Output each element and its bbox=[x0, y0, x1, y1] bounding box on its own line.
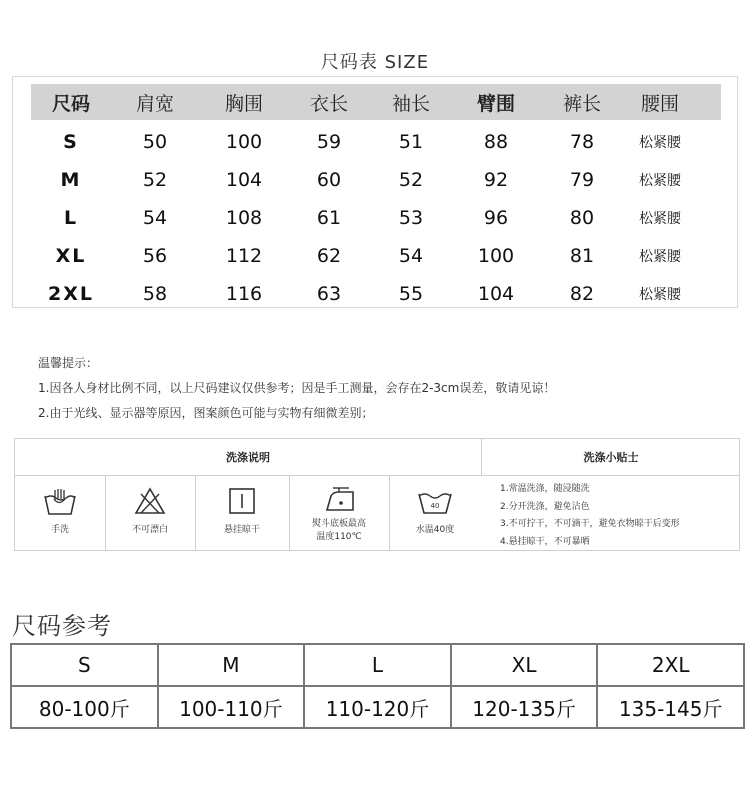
size-chart-header-row bbox=[31, 84, 721, 120]
no-bleach-icon bbox=[133, 486, 167, 516]
pants-length-cell: 78 bbox=[569, 131, 595, 153]
header-chest: 胸围 bbox=[224, 92, 263, 115]
wash-item-hang-dry bbox=[195, 476, 290, 550]
wash-temp-badge: 40 bbox=[430, 502, 440, 510]
hang-dry-icon bbox=[227, 486, 257, 516]
ref-size-cell: L bbox=[304, 644, 451, 686]
size-reference-table bbox=[10, 643, 745, 729]
arm-cell: 104 bbox=[477, 283, 515, 305]
hand-wash-icon bbox=[42, 486, 78, 518]
shoulder-cell: 54 bbox=[142, 207, 168, 229]
size-reference-weight-row bbox=[11, 686, 744, 728]
wash-item-iron bbox=[289, 476, 390, 550]
ref-size-cell: XL bbox=[451, 644, 598, 686]
sleeve-cell: 52 bbox=[398, 169, 424, 191]
sleeve-cell: 51 bbox=[398, 131, 424, 153]
chest-cell: 104 bbox=[225, 169, 263, 191]
arm-cell: 96 bbox=[483, 207, 509, 229]
ref-size-cell: M bbox=[158, 644, 305, 686]
size-cell: L bbox=[63, 207, 79, 229]
ref-weight-cell: 120-135斤 bbox=[451, 686, 598, 728]
wash-item-hand-wash bbox=[15, 476, 106, 550]
tips-line-2: 2.由于光线、显示器等原因，图案颜色可能与实物有细微差别； bbox=[38, 406, 374, 420]
length-cell: 63 bbox=[316, 283, 342, 305]
ref-weight-cell: 135-145斤 bbox=[597, 686, 744, 728]
wash-label-water-40: 水温40度 bbox=[415, 525, 455, 535]
pants-length-cell: 80 bbox=[569, 207, 595, 229]
washing-tips-list bbox=[500, 481, 680, 551]
shoulder-cell: 58 bbox=[142, 283, 168, 305]
header-arm: 臂围 bbox=[476, 92, 515, 115]
chest-cell: 116 bbox=[225, 283, 263, 305]
tips-heading: 温馨提示： bbox=[38, 356, 99, 370]
ref-weight-cell: 100-110斤 bbox=[158, 686, 305, 728]
sleeve-cell: 54 bbox=[398, 245, 424, 267]
pants-length-cell: 79 bbox=[569, 169, 595, 191]
size-reference-title: 尺码参考 bbox=[12, 612, 112, 640]
chest-cell: 108 bbox=[225, 207, 263, 229]
shoulder-cell: 50 bbox=[142, 131, 168, 153]
washing-instructions-title: 洗涤说明 bbox=[15, 439, 481, 476]
waist-cell: 松紧腰 bbox=[639, 211, 681, 227]
washing-tips-title: 洗涤小贴士 bbox=[481, 439, 740, 476]
header-waist: 腰围 bbox=[640, 92, 679, 115]
size-row bbox=[31, 199, 721, 237]
header-size: 尺码 bbox=[51, 92, 90, 115]
length-cell: 62 bbox=[316, 245, 342, 267]
ref-weight-cell: 80-100斤 bbox=[11, 686, 158, 728]
header-pants-length: 裤长 bbox=[562, 92, 601, 115]
washing-tip-item: 1.常温洗涤，随浸随洗 bbox=[500, 484, 590, 494]
size-chart-table bbox=[12, 76, 738, 308]
size-cell: XL bbox=[55, 245, 87, 267]
chest-cell: 100 bbox=[225, 131, 263, 153]
tips-line-1: 1.因各人身材比例不同，以上尺码建议仅供参考；因是手工测量，会存在2-3cm误差，敬请见谅！ bbox=[38, 381, 556, 395]
ref-size-cell: S bbox=[11, 644, 158, 686]
iron-icon bbox=[319, 486, 359, 516]
header-shoulder: 肩宽 bbox=[135, 92, 174, 115]
header-length: 衣长 bbox=[309, 92, 348, 115]
size-row bbox=[31, 237, 721, 275]
size-row bbox=[31, 275, 721, 313]
shoulder-cell: 56 bbox=[142, 245, 168, 267]
wash-item-water-40 bbox=[389, 476, 481, 550]
length-cell: 59 bbox=[316, 131, 342, 153]
wash-40-icon bbox=[416, 486, 454, 516]
waist-cell: 松紧腰 bbox=[639, 135, 681, 151]
wash-label-iron-line-1: 熨斗底板最高 bbox=[311, 519, 366, 529]
length-cell: 60 bbox=[316, 169, 342, 191]
shoulder-cell: 52 bbox=[142, 169, 168, 191]
arm-cell: 100 bbox=[477, 245, 515, 267]
size-reference-size-row bbox=[11, 644, 744, 686]
sleeve-cell: 53 bbox=[398, 207, 424, 229]
ref-weight-cell: 110-120斤 bbox=[304, 686, 451, 728]
waist-cell: 松紧腰 bbox=[639, 173, 681, 189]
wash-item-no-bleach bbox=[105, 476, 196, 550]
wash-label-hand-wash: 手洗 bbox=[50, 525, 69, 535]
chest-cell: 112 bbox=[225, 245, 263, 267]
pants-length-cell: 81 bbox=[569, 245, 595, 267]
size-cell: S bbox=[63, 131, 79, 153]
washing-tip-item: 3.不可拧干，不可滴干，避免衣物晾干后变形 bbox=[500, 519, 680, 529]
washing-tip-item: 2.分开洗涤，避免沾色 bbox=[500, 501, 590, 512]
size-chart-title: 尺码表 SIZE bbox=[320, 52, 430, 73]
sleeve-cell: 55 bbox=[398, 283, 424, 305]
size-cell: 2XL bbox=[48, 283, 94, 305]
wash-label-iron-line-2: 温度110℃ bbox=[316, 532, 362, 542]
header-sleeve: 袖长 bbox=[391, 92, 430, 115]
pants-length-cell: 82 bbox=[569, 283, 595, 305]
waist-cell: 松紧腰 bbox=[639, 249, 681, 265]
tips-block bbox=[38, 351, 555, 426]
size-row bbox=[31, 161, 721, 199]
wash-label-hang-dry: 悬挂晾干 bbox=[223, 525, 260, 535]
waist-cell: 松紧腰 bbox=[639, 287, 681, 303]
arm-cell: 88 bbox=[483, 131, 509, 153]
size-cell: M bbox=[60, 169, 82, 191]
ref-size-cell: 2XL bbox=[597, 644, 744, 686]
washing-tip-item: 4.悬挂晾干，不可暴晒 bbox=[500, 536, 590, 547]
wash-label-no-bleach: 不可漂白 bbox=[131, 525, 168, 535]
size-row bbox=[31, 123, 721, 161]
arm-cell: 92 bbox=[483, 169, 509, 191]
length-cell: 61 bbox=[316, 207, 342, 229]
